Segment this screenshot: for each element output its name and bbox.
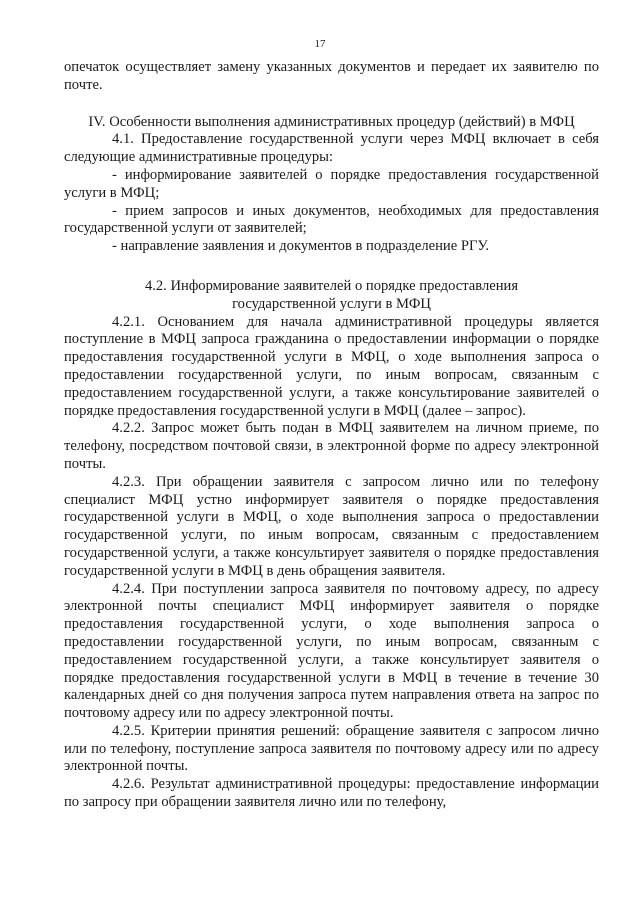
spacer [64, 256, 599, 278]
section-4-heading: IV. Особенности выполнения административных процедур (действий) в МФЦ [88, 113, 575, 130]
bullet-item: - направление заявления и документов в подразделение РГУ. [112, 238, 489, 255]
paragraph-4-2-4: 4.2.4. При поступлении запроса заявителя по почтовому адресу, по адресу электронной почты специалист МФЦ информирует заявителя о порядке предоставления государственной услуги, о ходе выполнения запроса о предоставлении государственной услуги, по иным вопросам, связанным с предоставлением государственной услуги, а также консультирует заявителя о порядке предоставления государственной услуги в МФЦ в течение в течение 30 календарных дней со дня получения запроса путем направления ответа на запрос по почтовому адресу или по адресу электронной почты. [64, 580, 599, 722]
paragraph-4-2-1: 4.2.1. Основанием для начала административной процедуры является поступление в МФЦ запроса гражданина о предоставлении информации о порядке предоставления государственной услуги в МФЦ, о ходе выполнения запроса о предоставлении государственной услуги, по иным вопросам, связанным с предоставлением государственной услуги, а также консультирование заявителей о порядке предоставления государственной услуги в МФЦ (далее – запрос). [64, 313, 599, 419]
paragraph-4-1: 4.1. Предоставление государственной услуги через МФЦ включает в себя следующие административные процедуры: [64, 131, 599, 166]
paragraph-4-2-2: 4.2.2. Запрос может быть подан в МФЦ заявителем на личном приеме, по телефону, посредством почтовой связи, в электронной форме по адресу электронной почты. [64, 420, 599, 472]
paragraph-4-2-3: 4.2.3. При обращении заявителя с запросом лично или по телефону специалист МФЦ устно информирует заявителя о порядке предоставления государственной услуги в МФЦ, о ходе выполнения запроса о предоставлении государственной услуги, по иным вопросам, связанным с предоставлением государственной услуги, а также консультирует заявителя о порядке предоставления государственной услуги в МФЦ в день обращения заявителя. [64, 473, 599, 579]
page-number: 17 [314, 38, 326, 50]
bullet-item: - прием запросов и иных документов, необходимых для предоставления государственной услуги от заявителей; [64, 202, 599, 237]
document-body [64, 59, 599, 812]
intro-paragraph: опечаток осуществляет замену указанных документов и передает их заявителю по почте. [64, 59, 599, 93]
section-4-2-heading: 4.2. Информирование заявителей о порядке предоставления государственной услуги в МФЦ [144, 277, 519, 312]
spacer [64, 95, 599, 114]
paragraph-4-2-6: 4.2.6. Результат административной процедуры: предоставление информации по запросу при обращении заявителя лично или по телефону, [64, 776, 599, 811]
bullet-item: - информирование заявителей о порядке предоставления государственной услуги в МФЦ; [64, 166, 599, 201]
paragraph-4-2-5: 4.2.5. Критерии принятия решений: обращение заявителя с запросом лично или по телефону, поступление запроса заявителя по почтовому адресу или по адресу электронной почты. [64, 722, 599, 775]
